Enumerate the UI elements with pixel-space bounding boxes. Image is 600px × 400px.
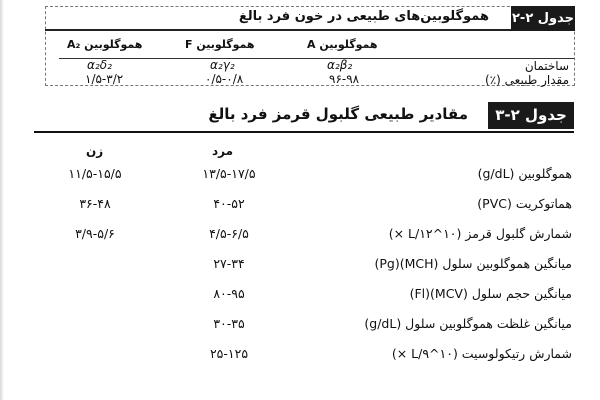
cell-hemoglobin-female: ۱۱/۵-۱۵/۵ — [68, 166, 122, 181]
table-title: هموگلوبین‌های طبیعی در خون فرد بالغ — [238, 9, 489, 24]
cell-hemoglobin-male: ۱۳/۵-۱۷/۵ — [202, 166, 256, 181]
cell-rbc-count-male: ۴/۵-۶/۵ — [209, 226, 249, 241]
table-header — [34, 100, 574, 133]
cell-hematocrit-female: ۳۶-۴۸ — [79, 196, 111, 211]
row-label-hematocrit: هماتوکریت (PVC) — [477, 196, 572, 211]
column-header-hb-a: هموگلوبین A — [307, 38, 378, 51]
table-number-badge: جدول ۲-۳ — [488, 102, 574, 129]
row-label-reticulocyte: شمارش رتیکولوسیت (L/۹^۱۰ ×) — [391, 346, 572, 361]
column-header-hb-f: هموگلوبین F — [185, 38, 255, 51]
cell-structure-hb-f: α₂γ₂ — [210, 58, 235, 72]
row-label-mcv: میانگین حجم سلول (MCV)(Fl) — [409, 286, 572, 301]
column-header-male: مرد — [212, 144, 234, 158]
cell-rbc-count-female: ۳/۹-۵/۶ — [75, 226, 115, 241]
table-2-2 — [45, 6, 575, 86]
table-number-badge: جدول ۲-۲ — [511, 6, 575, 31]
cell-mchc: ۳۰-۳۵ — [213, 316, 245, 331]
row-label-rbc-count: شمارش گلبول قرمز (L/۱۲^۱۰ ×) — [388, 226, 572, 241]
column-header-hb-a2: هموگلوبین A₂ — [67, 38, 143, 51]
row-label-normal-value: مقدار طبیعی (٪) — [485, 73, 569, 87]
row-label-mch: میانگین هموگلوبین سلول (MCH)(Pg) — [374, 256, 572, 271]
table-2-3 — [34, 100, 574, 400]
cell-structure-hb-a2: α₂δ₂ — [87, 58, 112, 72]
cell-normal-hb-a2: ۱/۵-۳/۲ — [85, 72, 124, 86]
table-rule — [59, 58, 574, 59]
row-label-mchc: میانگین غلظت هموگلوبین سلول (g/dL) — [364, 316, 572, 331]
table-title: مقادیر طبیعی گلبول قرمز فرد بالغ — [208, 105, 468, 123]
table-header — [45, 6, 575, 31]
page-edge — [0, 0, 4, 400]
cell-normal-hb-a: ۹۶-۹۸ — [329, 72, 360, 86]
cell-reticulocyte: ۲۵-۱۲۵ — [209, 346, 249, 361]
cell-mcv: ۸۰-۹۵ — [213, 286, 245, 301]
column-header-female: زن — [86, 144, 104, 158]
cell-normal-hb-f: ۰/۵-۰/۸ — [205, 72, 244, 86]
row-label-structure: ساختمان — [524, 59, 569, 73]
cell-mch: ۲۷-۳۴ — [213, 256, 245, 271]
cell-hematocrit-male: ۴۰-۵۲ — [213, 196, 245, 211]
row-label-hemoglobin: هموگلوبین (g/dL) — [477, 166, 572, 181]
cell-structure-hb-a: α₂β₂ — [327, 58, 353, 72]
